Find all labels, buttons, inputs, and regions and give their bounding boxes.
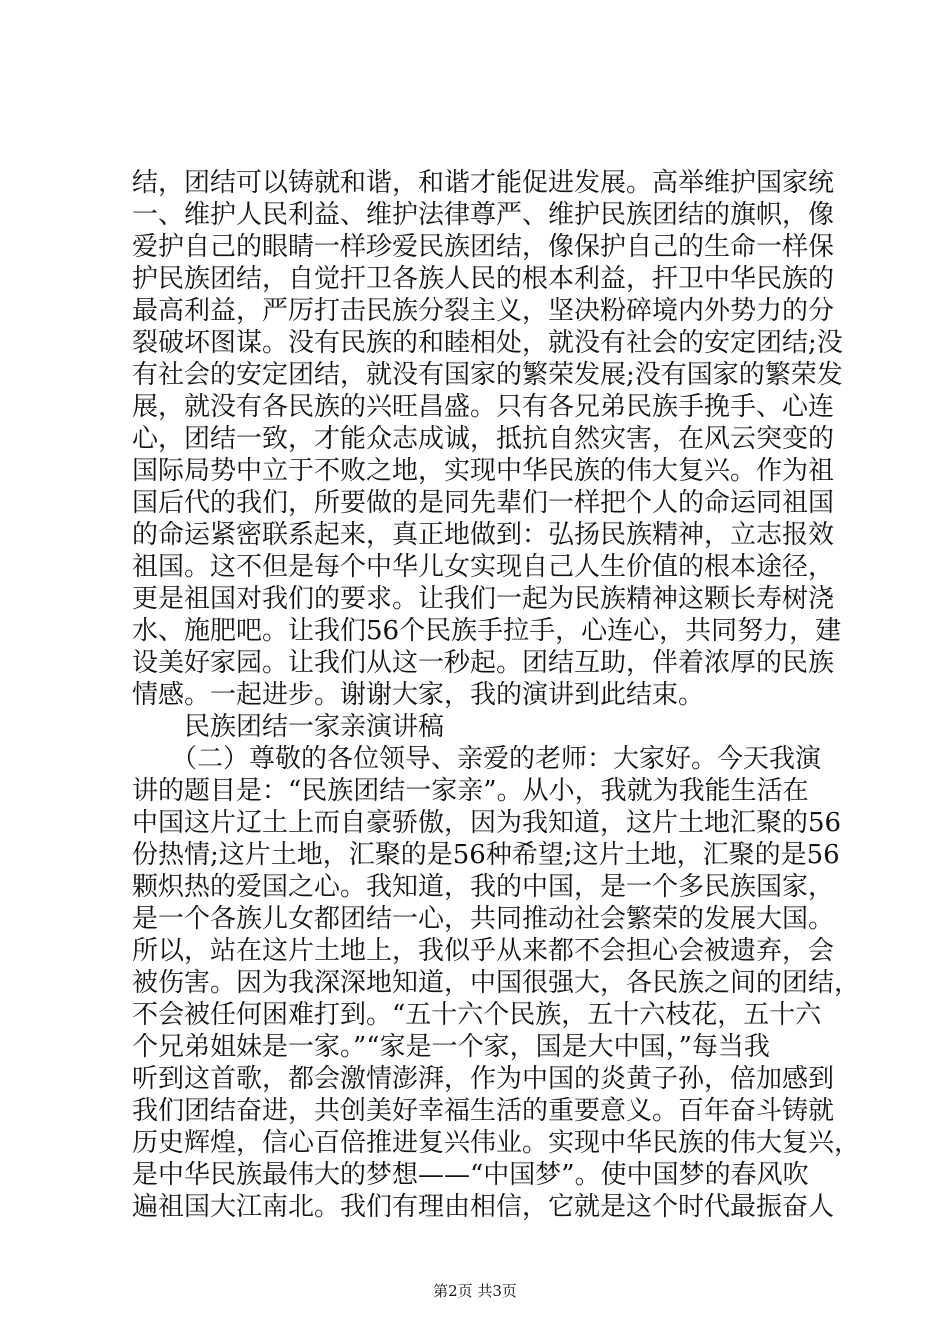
text-line: 听到这首歌，都会激情澎湃，作为中国的炎黄子孙，倍加感到 <box>132 1064 835 1094</box>
text-line: 水、施肥吧。让我们56个民族手拉手，心连心，共同努力，建 <box>132 616 842 646</box>
text-line: 最高利益，严厉打击民族分裂主义，坚决粉碎境内外势力的分 <box>132 296 835 326</box>
text-line: 个兄弟姐妹是一家。”“家是一个家，国是大中国，”每当我 <box>132 1032 770 1062</box>
text-line: 设美好家园。让我们从这一秒起。团结互助，伴着浓厚的民族 <box>132 648 835 678</box>
text-line: 国后代的我们，所要做的是同先辈们一样把个人的命运同祖国 <box>132 488 835 518</box>
text-line: 祖国。这不但是每个中华儿女实现自己人生价值的根本途径， <box>132 552 835 582</box>
text-line: 历史辉煌，信心百倍推进复兴伟业。实现中华民族的伟大复兴， <box>132 1128 861 1158</box>
text-line: 一、维护人民利益、维护法律尊严、维护民族团结的旗帜，像 <box>132 200 835 230</box>
text-line: 不会被任何困难打到。“五十六个民族，五十六枝花，五十六 <box>132 1000 822 1030</box>
text-line: 民族团结一家亲演讲稿 <box>132 712 445 742</box>
text-line: 更是祖国对我们的要求。让我们一起为民族精神这颗长寿树浇 <box>132 584 835 614</box>
text-line: （二）尊敬的各位领导、亲爱的老师：大家好。今天我演 <box>132 744 822 774</box>
text-line: 所以，站在这片土地上，我似乎从来都不会担心会被遗弃，会 <box>132 936 835 966</box>
text-line: 裂破坏图谋。没有民族的和睦相处，就没有社会的安定团结;没 <box>132 328 843 358</box>
text-line: 我们团结奋进，共创美好幸福生活的重要意义。百年奋斗铸就 <box>132 1096 835 1126</box>
text-line: 情感。一起进步。谢谢大家，我的演讲到此结束。 <box>132 680 705 710</box>
text-line: 遍祖国大江南北。我们有理由相信，它就是这个时代最振奋人 <box>132 1192 835 1222</box>
text-line: 护民族团结，自觉扞卫各族人民的根本利益，扞卫中华民族的 <box>132 264 835 294</box>
text-line: 份热情;这片土地，汇聚的是56种希望;这片土地，汇聚的是56 <box>132 840 840 870</box>
text-line: 心，团结一致，才能众志成诚，抵抗自然灾害，在风云突变的 <box>132 424 835 454</box>
text-line: 结，团结可以铸就和谐，和谐才能促进发展。高举维护国家统 <box>132 168 835 198</box>
text-line: 展，就没有各民族的兴旺昌盛。只有各兄弟民族手挽手、心连 <box>132 392 835 422</box>
text-line: 被伤害。因为我深深地知道，中国很强大，各民族之间的团结， <box>132 968 861 998</box>
text-line: 是一个各族儿女都团结一心，共同推动社会繁荣的发展大国。 <box>132 904 835 934</box>
text-line: 是中华民族最伟大的梦想——“中国梦”。使中国梦的春风吹 <box>132 1160 809 1190</box>
text-line: 讲的题目是：“民族团结一家亲”。从小，我就为我能生活在 <box>132 776 809 806</box>
text-line: 的命运紧密联系起来，真正地做到：弘扬民族精神，立志报效 <box>132 520 835 550</box>
page-footer: 第2页 共3页 <box>433 1282 517 1300</box>
text-line: 国际局势中立于不败之地，实现中华民族的伟大复兴。作为祖 <box>132 456 835 486</box>
text-line: 爱护自己的眼睛一样珍爱民族团结，像保护自己的生命一样保 <box>132 232 835 262</box>
text-line: 有社会的安定团结，就没有国家的繁荣发展;没有国家的繁荣发 <box>132 360 843 390</box>
text-line: 颗炽热的爱国之心。我知道，我的中国，是一个多民族国家， <box>132 872 835 902</box>
document-body <box>132 167 861 1223</box>
text-line: 中国这片辽土上而自豪骄傲，因为我知道，这片土地汇聚的56 <box>132 808 842 838</box>
